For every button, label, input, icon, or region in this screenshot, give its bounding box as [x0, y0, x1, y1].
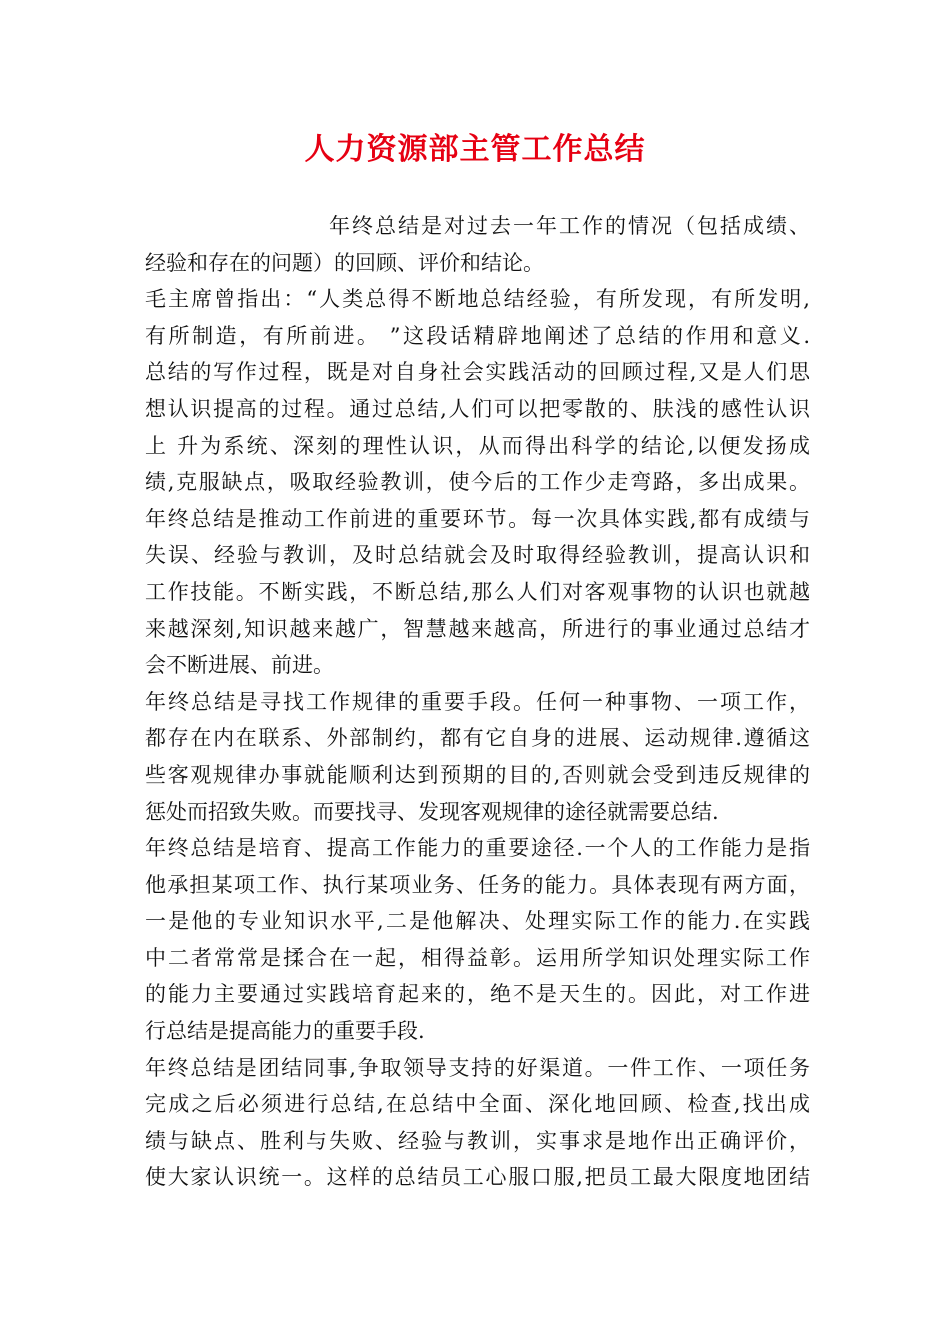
body-line: 年终总结是推动工作前进的重要环节。每一次具体实践,都有成绩与 — [145, 506, 810, 531]
body-line: 惩处而招致失败。而要找寻、发现客观规律的途径就需要总结. — [145, 799, 719, 824]
body-line: 中二者常常是揉合在一起，相得益彰。运用所学知识处理实际工作 — [145, 945, 810, 970]
body-line: 会不断进展、前进。 — [145, 653, 334, 678]
body-line: 使大家认识统一。这样的总结员工心服口服,把员工最大限度地团结 — [145, 1165, 810, 1190]
body-line: 毛主席曾指出：“人类总得不断地总结经验，有所发现，有所发明, — [145, 287, 810, 312]
body-line: 年终总结是团结同事,争取领导支持的好渠道。一件工作、一项任务 — [145, 1055, 810, 1080]
body-line: 完成之后必须进行总结,在总结中全面、深化地回顾、检查,找出成 — [145, 1092, 810, 1117]
body-line: 的能力主要通过实践培育起来的，绝不是天生的。因此，对工作进 — [145, 982, 810, 1007]
body-line: 绩,克服缺点，吸取经验教训，使今后的工作少走弯路，多出成果。 — [145, 470, 810, 495]
body-line: 年终总结是培育、提高工作能力的重要途径.一个人的工作能力是指 — [145, 836, 810, 861]
body-line: 失误、经验与教训，及时总结就会及时取得经验教训，提高认识和 — [145, 543, 810, 568]
body-line: 有所制造，有所前进。 ”这段话精辟地阐述了总结的作用和意义. — [145, 323, 810, 348]
body-line: 总结的写作过程，既是对自身社会实践活动的回顾过程,又是人们思 — [145, 360, 810, 385]
body-line: 经验和存在的问题）的回顾、评价和结论。 — [145, 250, 544, 275]
body-line: 来越深刻,知识越来越广，智慧越来越高，所进行的事业通过总结才 — [145, 616, 810, 641]
body-line: 绩与缺点、胜利与失败、经验与教训，实事求是地作出正确评价， — [145, 1128, 810, 1153]
body-line: 都存在内在联系、外部制约，都有它自身的进展、运动规律.遵循这 — [145, 726, 810, 751]
body-line: 些客观规律办事就能顺利达到预期的目的,否则就会受到违反规律的 — [145, 762, 810, 787]
body-line: 年终总结是对过去一年工作的情况（包括成绩、 — [329, 214, 810, 238]
body-line: 工作技能。不断实践，不断总结,那么人们对客观事物的认识也就越 — [145, 579, 810, 604]
body-line: 行总结是提高能力的重要手段. — [145, 1019, 425, 1044]
body-line: 年终总结是寻找工作规律的重要手段。任何一种事物、一项工作， — [145, 689, 810, 714]
body-line: 一是他的专业知识水平,二是他解决、处理实际工作的能力.在实践 — [145, 909, 810, 934]
body-line: 想认识提高的过程。通过总结,人们可以把零散的、肤浅的感性认识 — [145, 396, 810, 421]
document-title: 人力资源部主管工作总结 — [304, 132, 646, 167]
body-line: 上 升为系统、深刻的理性认识，从而得出科学的结论,以便发扬成 — [145, 433, 810, 458]
body-line: 他承担某项工作、执行某项业务、任务的能力。具体表现有两方面， — [145, 872, 810, 897]
document-body — [145, 208, 810, 1196]
